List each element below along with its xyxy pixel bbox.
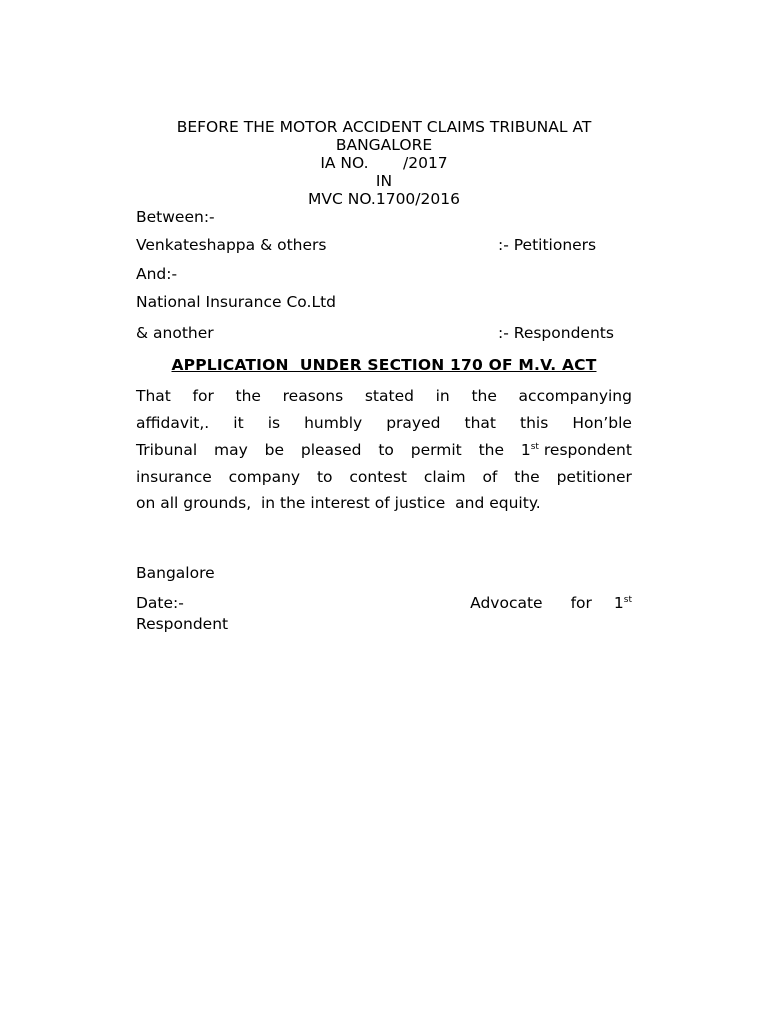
ordinal-suffix: st [530, 442, 539, 452]
body-word: prayed [386, 414, 441, 432]
body-word: that [464, 414, 496, 432]
mvc-number: MVC NO.1700/2016 [308, 190, 460, 208]
body-word: to [316, 468, 333, 486]
body-word: humbly [304, 414, 363, 432]
respondent-name-line2: & another [136, 324, 214, 342]
respondent-label: Respondent [136, 615, 229, 633]
respondent-name-line1: National Insurance Co.Ltd [136, 293, 337, 311]
ordinal-number: 1 [520, 441, 531, 459]
body-word: it [233, 414, 244, 432]
body-word: this [520, 414, 549, 432]
date-advocate-row [136, 594, 632, 612]
body-word: accompanying [518, 387, 632, 405]
ordinal-first [521, 441, 632, 459]
ordinal-number: 1 [613, 594, 624, 612]
body-line-3 [136, 441, 632, 459]
tribunal-heading-line1: BEFORE THE MOTOR ACCIDENT CLAIMS TRIBUNAL AT [176, 118, 592, 136]
application-title: APPLICATION UNDER SECTION 170 OF M.V. ACT [171, 356, 597, 374]
petitioner-role: :- Petitioners [498, 236, 597, 254]
body-word: be [264, 441, 285, 459]
date-label: Date:- [136, 594, 184, 612]
body-line-1 [136, 387, 632, 405]
body-word: in [435, 387, 450, 405]
respondent-role: :- Respondents [498, 324, 614, 342]
body-word: of [482, 468, 498, 486]
advocate-signature-line [470, 594, 632, 612]
body-word: petitioner [556, 468, 632, 486]
tribunal-heading-line2: BANGALORE [335, 136, 433, 154]
for-word: for [570, 594, 592, 612]
body-word: insurance [136, 468, 212, 486]
body-word: pleased [300, 441, 362, 459]
and-label: And:- [136, 265, 178, 283]
body-word: claim [423, 468, 466, 486]
ia-number: IA NO. /2017 [320, 154, 448, 172]
in-label: IN [375, 172, 393, 190]
advocate-word: Advocate [470, 594, 543, 612]
body-word: the [235, 387, 261, 405]
body-word: for [192, 387, 214, 405]
body-line-5: on all grounds, in the interest of justice and equity. [136, 494, 541, 512]
petitioner-name: Venkateshappa & others [136, 236, 327, 254]
ordinal-suffix: st [623, 595, 632, 605]
body-word: stated [364, 387, 414, 405]
body-word: contest [349, 468, 407, 486]
body-word: That [136, 387, 171, 405]
body-word: Tribunal [136, 441, 198, 459]
body-word: Hon’ble [572, 414, 632, 432]
body-word: the [514, 468, 540, 486]
body-word: may [214, 441, 248, 459]
place-label: Bangalore [136, 564, 215, 582]
ordinal-first [614, 594, 632, 612]
body-word: reasons [282, 387, 344, 405]
body-word: the [471, 387, 497, 405]
body-word: to [378, 441, 394, 459]
body-word: respondent [543, 441, 632, 459]
body-word: the [478, 441, 504, 459]
body-word: is [267, 414, 281, 432]
body-word: company [228, 468, 301, 486]
body-word: affidavit,. [136, 414, 210, 432]
body-line-2 [136, 414, 632, 432]
body-word: permit [410, 441, 462, 459]
between-label: Between:- [136, 208, 215, 226]
body-line-4 [136, 468, 632, 486]
